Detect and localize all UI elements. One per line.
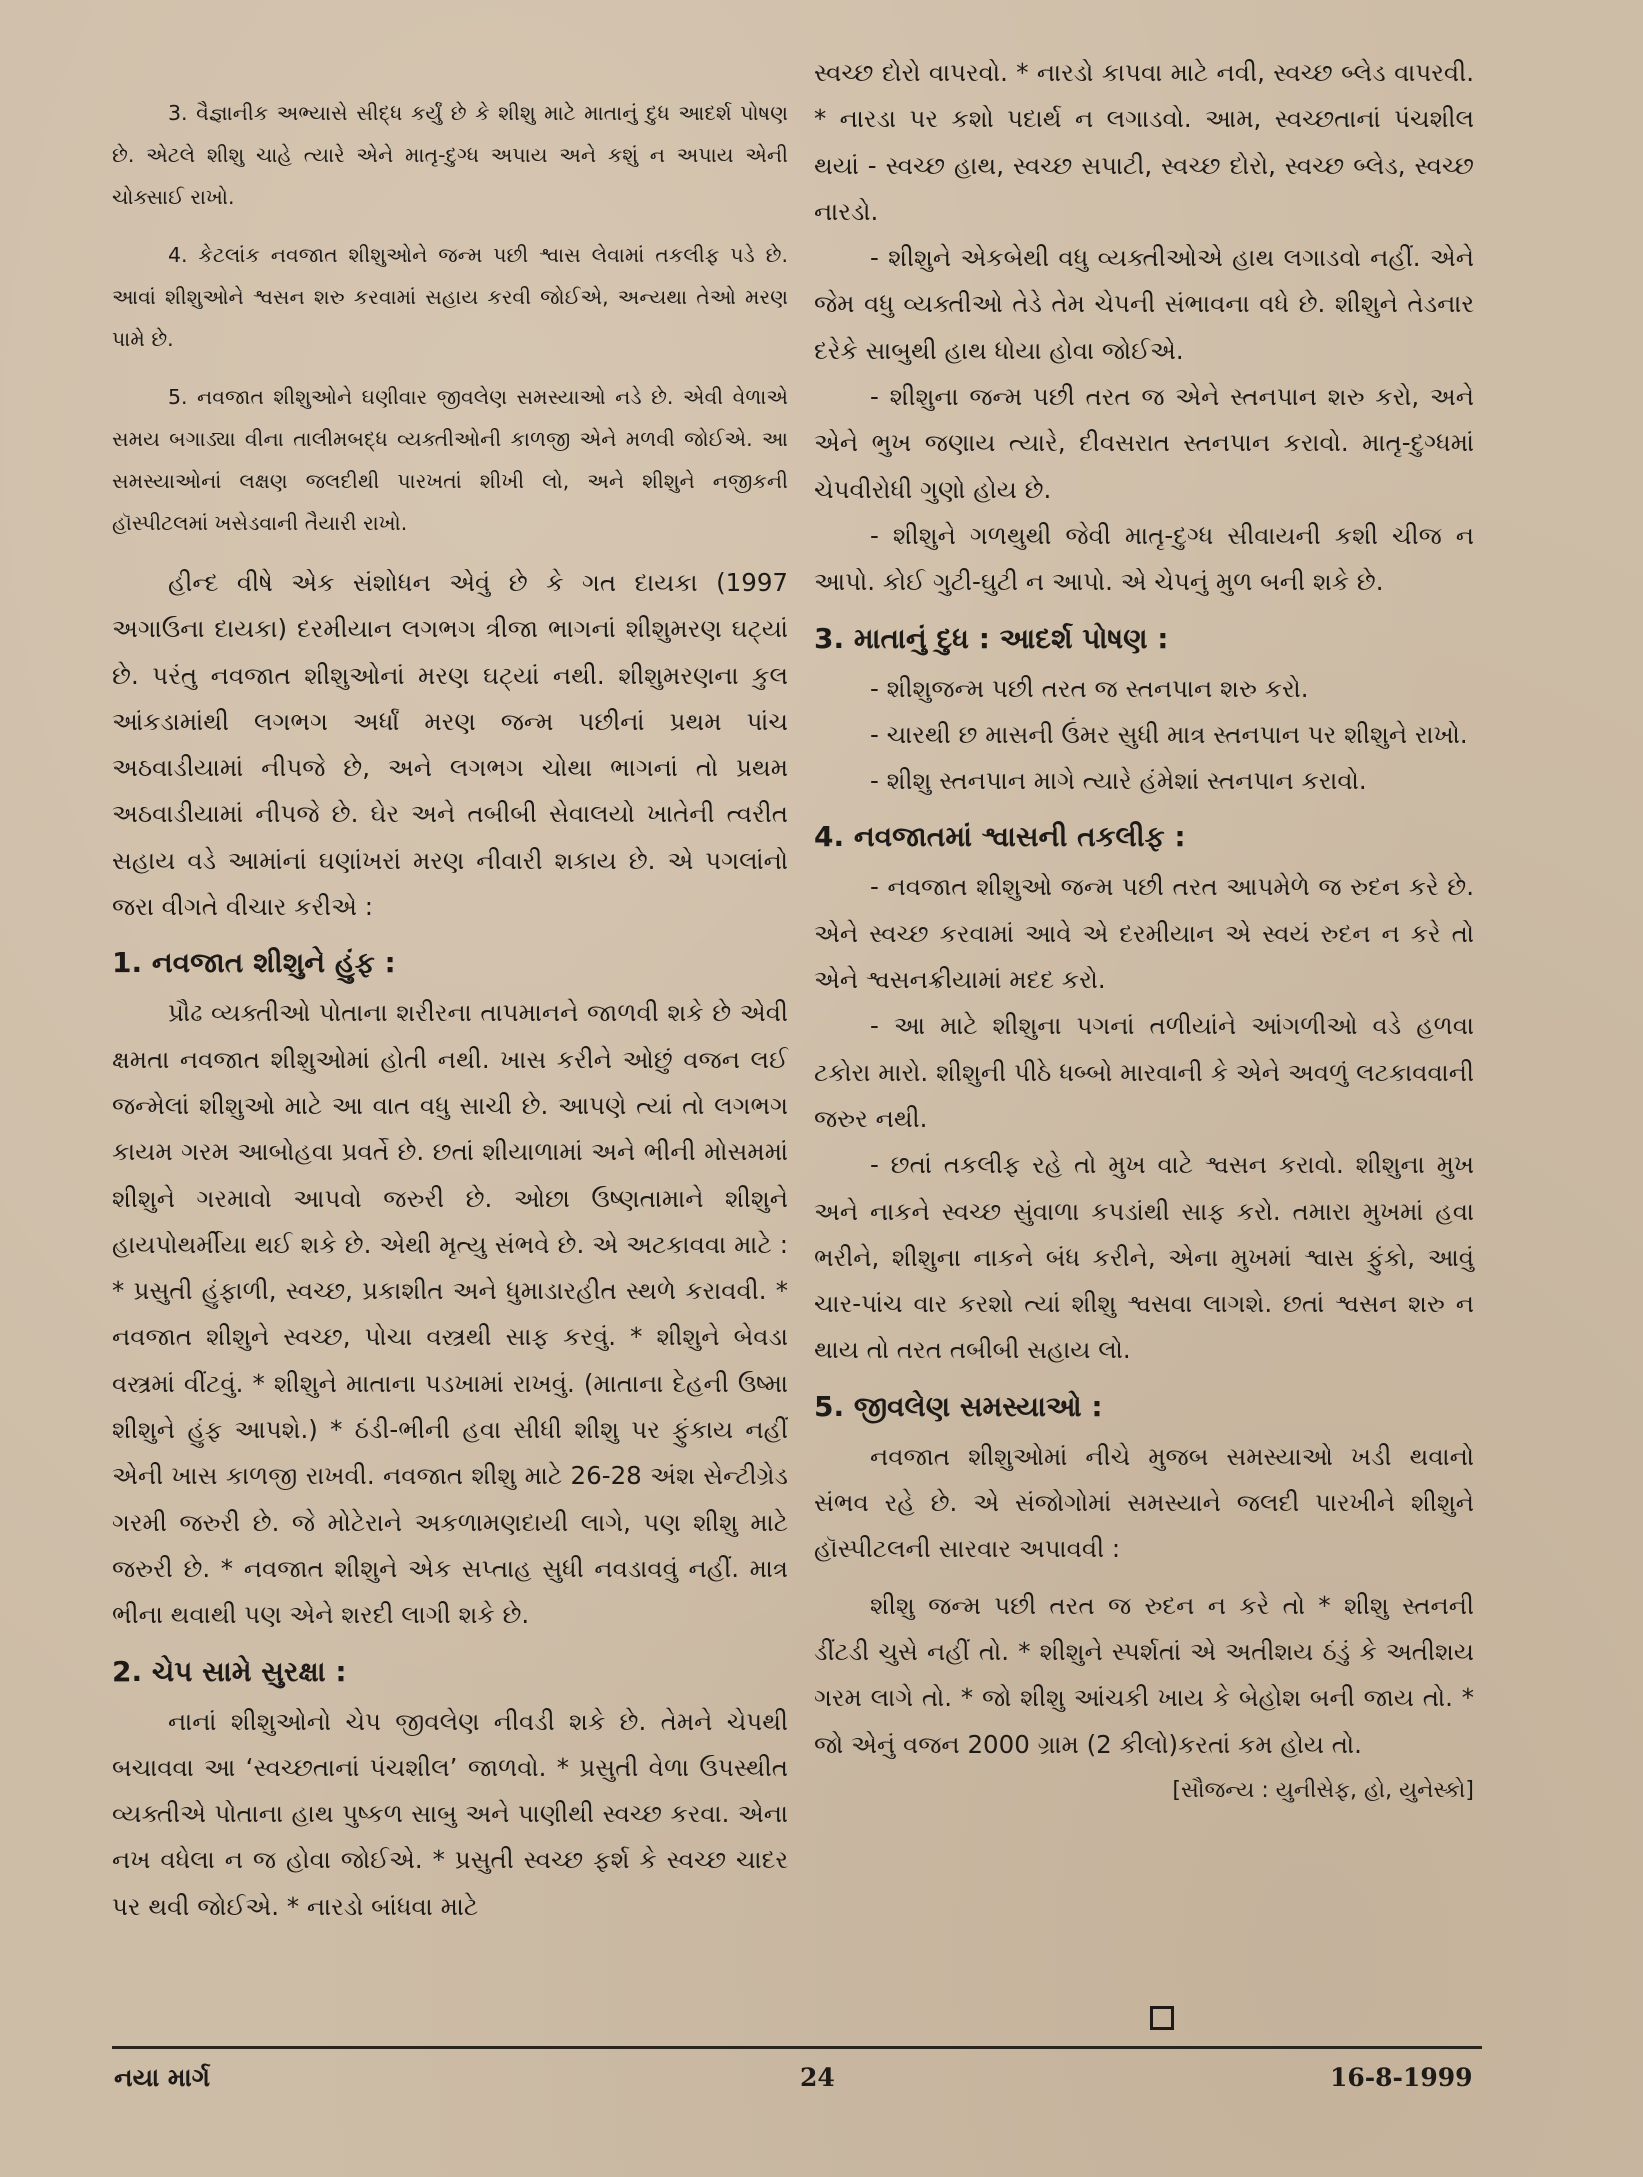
section-1-paragraph: પ્રૌઢ વ્યક્તીઓ પોતાના શરીરના તાપમાનને જાળવી શકે છે એવી ક્ષમતા નવજાત શીશુઓમાં હોતી નથી. ખાસ કરીને ઓછું વજન લઈ જન્મેલાં શીશુઓ માટે આ વાત વધુ સાચી છે. આપણે ત્યાં તો લગભગ કાયમ ગરમ આબોહવા પ્રવર્તે છે. છતાં શીયાળામાં અને ભીની મોસમમાં શીશુને ગરમાવો આપવો જરુરી છે. ઓછા ઉષ્ણતામાને શીશુને હાયપોથર્મીયા થઈ શકે છે. એથી મૃત્યુ સંભવે છે. એ અટકાવવા માટે : * પ્રસુતી હુંફાળી, સ્વચ્છ, પ્રકાશીત અને ધુમાડારહીત સ્થળે કરાવવી. * નવજાત શીશુને સ્વચ્છ, પોચા વસ્ત્રથી સાફ કરવું. * શીશુને બેવડા વસ્ત્રમાં વીંટવું. * શીશુને માતાના પડખામાં રાખવું. (માતાના દેહની ઉષ્મા શીશુને હુંફ આપશે.) * ઠંડી-ભીની હવા સીધી શીશુ પર ફુંકાય નહીં એની ખાસ કાળજી રાખવી. નવજાત શીશુ માટે 26-28 અંશ સેન્ટીગ્રેડ ગરમી જરુરી છે. જે મોટેરાને અકળામણદાયી લાગે, પણ શીશુ માટે જરુરી છે. * નવજાત શીશુને એક સપ્તાહ સુધી નવડાવવું નહીં. માત્ર ભીના થવાથી પણ એને શરદી લાગી શકે છે. — [112, 998, 788, 1630]
left-column — [112, 92, 788, 1930]
no-other-food-paragraph: - શીશુને ગળથુથી જેવી માતૃ-દુગ્ધ સીવાયની કશી ચીજ ન આપો. કોઈ ગુટી-ઘુટી ન આપો. એ ચેપનું મુળ બની શકે છે. — [814, 520, 1474, 597]
section-4-heading: 4. નવજાતમાં શ્વાસની તકલીફ : — [814, 820, 1186, 854]
handling-paragraph: - શીશુને એકબેથી વધુ વ્યક્તીઓએ હાથ લગાડવો નહીં. એને જેમ વધુ વ્યક્તીઓ તેડે તેમ ચેપની સંભાવના વધે છે. શીશુને તેડનાર દરેકે સાબુથી હાથ ધોયા હોવા જોઈએ. — [814, 243, 1474, 365]
right-column — [814, 50, 1474, 1814]
section-2-paragraph: નાનાં શીશુઓનો ચેપ જીવલેણ નીવડી શકે છે. તેમને ચેપથી બચાવવા આ ‘સ્વચ્છતાનાં પંચશીલ’ જાળવો. * પ્રસુતી વેળા ઉપસ્થીત વ્યક્તીએ પોતાના હાથ પુષ્કળ સાબુ અને પાણીથી સ્વચ્છ કરવા. એના નખ વધેલા ન જ હોવા જોઈએ. * પ્રસુતી સ્વચ્છ ફર્શ કે સ્વચ્છ ચાદર પર થવી જોઈએ. * નારડો બાંધવા માટે — [112, 1706, 788, 1921]
issue-date: 16-8-1999 — [1330, 2063, 1473, 2092]
section-2-heading: 2. ચેપ સામે સુરક્ષા : — [112, 1654, 347, 1688]
page-number: 24 — [800, 2063, 835, 2092]
publication-name: નયા માર્ગ — [114, 2063, 210, 2092]
point-5-text: 5. નવજાત શીશુઓને ઘણીવાર જીવલેણ સમસ્યાઓ નડે છે. એવી વેળાએ સમય બગાડ્યા વીના તાલીમબદ્ધ વ્યક્તીઓની કાળજી એને મળવી જોઈએ. આ સમસ્યાઓનાં લક્ષણ જલદીથી પારખતાં શીખી લો, અને શીશુને નજીકની હૉસ્પીટલમાં ખસેડવાની તૈયારી રાખો. — [112, 385, 788, 535]
section-3-item-3: - શીશુ સ્તનપાન માગે ત્યારે હંમેશાં સ્તનપાન કરાવો. — [870, 766, 1367, 796]
research-paragraph: હીન્દ વીષે એક સંશોધન એવું છે કે ગત દાયકા (1997 અગાઉના દાયકા) દરમીયાન લગભગ ત્રીજા ભાગનાં શીશુમરણ ઘટ્યાં છે. પરંતુ નવજાત શીશુઓનાં મરણ ઘટ્યાં નથી. શીશુમરણના કુલ આંકડામાંથી લગભગ અર્ધાં મરણ જન્મ પછીનાં પ્રથમ પાંચ અઠવાડીયામાં નીપજે છે, અને લગભગ ચોથા ભાગનાં તો પ્રથમ અઠવાડીયામાં નીપજે છે. ઘેર અને તબીબી સેવાલયો ખાતેની ત્વરીત સહાય વડે આમાંનાં ઘણાંખરાં મરણ નીવારી શકાય છે. એ પગલાંનો જરા વીગતે વીચાર કરીએ : — [112, 568, 788, 922]
section-5-intro: નવજાત શીશુઓમાં નીચે મુજબ સમસ્યાઓ ખડી થવાનો સંભવ રહે છે. એ સંજોગોમાં સમસ્યાને જલદી પારખીને શીશુને હૉસ્પીટલની સારવાર અપાવવી : — [814, 1441, 1474, 1564]
credit-line: [સૌજન્ય : યુનીસેફ, હો, યુનેસ્કો] — [1172, 1777, 1474, 1803]
section-3-item-2: - ચારથી છ માસની ઉંમર સુધી માત્ર સ્તનપાન પર શીશુને રાખો. — [870, 719, 1468, 749]
section-1-heading: 1. નવજાત શીશુને હુંફ : — [112, 946, 396, 980]
section-5-list: શીશુ જન્મ પછી તરત જ રુદન ન કરે તો * શીશુ સ્તનની ડીંટડી ચુસે નહીં તો. * શીશુને સ્પર્શતાં એ અતીશય ઠંડું કે અતીશય ગરમ લાગે તો. * જો શીશુ આંચકી ખાય કે બેહોશ બની જાય તો. * જો એનું વજન 2000 ગ્રામ (2 કીલો)કરતાં કમ હોય તો. — [814, 1590, 1474, 1759]
section-4-item-1: - નવજાત શીશુઓ જન્મ પછી તરત આપમેળે જ રુદન કરે છે. એને સ્વચ્છ કરવામાં આવે એ દરમીયાન એ સ્વયં રુદન ન કરે તો એને શ્વસનક્રીયામાં મદદ કરો. — [814, 872, 1474, 995]
footer-rule — [112, 2046, 1482, 2049]
point-3-text: 3. વૈજ્ઞાનીક અભ્યાસે સીદ્ધ કર્યું છે કે શીશુ માટે માતાનું દુધ આદર્શ પોષણ છે. એટલે શીશુ ચાહે ત્યારે એને માતૃ-દુગ્ધ અપાય અને કશું ન અપાય એની ચોક્સાઈ રાખો. — [112, 101, 788, 209]
section-4-item-3: - છતાં તકલીફ રહે તો મુખ વાટે શ્વસન કરાવો. શીશુના મુખ અને નાકને સ્વચ્છ સુંવાળા કપડાંથી સાફ કરો. તમારા મુખમાં હવા ભરીને, શીશુના નાકને બંધ કરીને, એના મુખમાં શ્વાસ ફુંકો, આવું ચાર-પાંચ વાર કરશો ત્યાં શીશુ શ્વસવા લાગશે. છતાં શ્વસન શરુ ન થાય તો તરત તબીબી સહાય લો. — [814, 1150, 1474, 1365]
section-3-heading: 3. માતાનું દુધ : આદર્શ પોષણ : — [814, 621, 1169, 655]
section-3-item-1: - શીશુજન્મ પછી તરત જ સ્તનપાન શરુ કરો. — [870, 673, 1309, 703]
continued-paragraph: સ્વચ્છ દોરો વાપરવો. * નારડો કાપવા માટે નવી, સ્વચ્છ બ્લેડ વાપરવી. * નારડા પર કશો પદાર્થ ન લગાડવો. આમ, સ્વચ્છતાનાં પંચશીલ થયાં - સ્વચ્છ હાથ, સ્વચ્છ સપાટી, સ્વચ્છ દોરો, સ્વચ્છ બ્લેડ, સ્વચ્છ નારડો. — [814, 58, 1474, 226]
point-4-text: 4. કેટલાંક નવજાત શીશુઓને જન્મ પછી શ્વાસ લેવામાં તકલીફ પડે છે. આવાં શીશુઓને શ્વસન શરુ કરવામાં સહાય કરવી જોઈએ, અન્યથા તેઓ મરણ પામે છે. — [112, 243, 788, 351]
breastfeeding-paragraph: - શીશુના જન્મ પછી તરત જ એને સ્તનપાન શરુ કરો, અને એને ભુખ જણાય ત્યારે, દીવસરાત સ્તનપાન કરાવો. માતૃ-દુગ્ધમાં ચેપવીરોધી ગુણો હોય છે. — [814, 382, 1474, 504]
section-4-item-2: - આ માટે શીશુના પગનાં તળીયાંને આંગળીઓ વડે હળવા ટકોરા મારો. શીશુની પીઠે ધબ્બો મારવાની કે એને અવળું લટકાવવાની જરુર નથી. — [814, 1011, 1474, 1133]
end-mark-box — [1150, 2006, 1174, 2030]
section-5-heading: 5. જીવલેણ સમસ્યાઓ : — [814, 1389, 1103, 1423]
